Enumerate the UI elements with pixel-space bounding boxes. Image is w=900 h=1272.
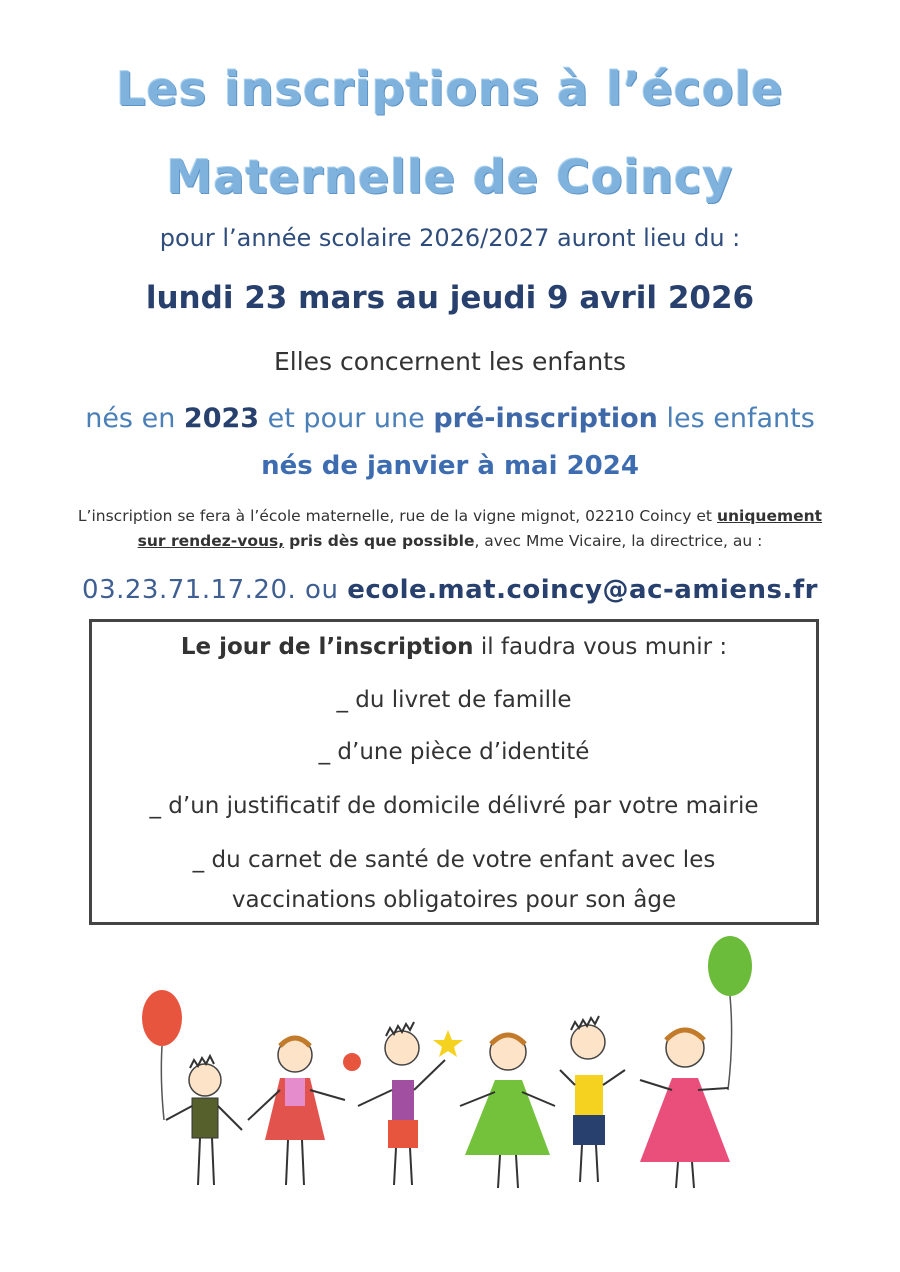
green-balloon-icon [708,936,752,1090]
checklist-item-continued: vaccinations obligatoires pour son âge [231,887,677,913]
note-part-3: , avec Mme Vicaire, la directrice, au : [474,532,763,550]
born-year: 2023 [183,403,260,434]
concern-line: Elles concernent les enfants [273,347,627,376]
red-balloon-icon [142,990,182,1120]
children-illustration [130,930,770,1205]
or-text: ou [305,575,339,605]
checklist-intro [92,634,816,660]
checklist-box [89,619,819,925]
checklist-item: _ d’une pièce d’identité [318,739,590,765]
checklist-item: _ d’un justificatif de domicile délivré par votre mairie [149,793,759,819]
child-1-icon [166,1056,242,1185]
eligibility-line [0,403,900,434]
note-rdv: sur rendez-vous, [137,532,285,550]
email-link[interactable]: ecole.mat.coincy@ac-amiens.fr [347,575,818,605]
child-6-icon [640,1029,730,1188]
note-part-1: L’inscription se fera à l’école maternelle, rue de la vigne mignot, 02210 Coincy et [77,507,712,525]
title-line-2: Maternelle de Coincy [166,150,734,204]
pre-inscription: pré-inscription [433,403,658,434]
checklist-intro-rest: il faudra vous munir : [473,634,728,660]
middle-text: et pour une [267,403,425,434]
child-4-icon [460,1034,555,1188]
child-5-icon [560,1016,625,1182]
checklist-intro-bold: Le jour de l’inscription [180,634,474,660]
contact-line [0,575,900,605]
suffix-text: les enfants [666,403,815,434]
born-prefix: nés en [85,403,176,434]
child-2-icon [248,1038,361,1185]
note-part-2: pris dès que possible [289,532,475,550]
checklist-item: _ du carnet de santé de votre enfant avec les [192,847,716,873]
registration-dates: lundi 23 mars au jeudi 9 avril 2026 [145,280,755,316]
phone-number[interactable]: 03.23.71.17.20. [82,575,297,605]
title-line-1: Les inscriptions à l’école [116,62,784,116]
note-uniquement: uniquement [716,507,823,525]
subtitle: pour l’année scolaire 2026/2027 auront lieu du : [159,224,741,252]
born-range: nés de janvier à mai 2024 [261,451,639,481]
child-3-icon [358,1022,463,1185]
registration-note [0,504,900,554]
checklist-item: _ du livret de famille [336,687,572,713]
